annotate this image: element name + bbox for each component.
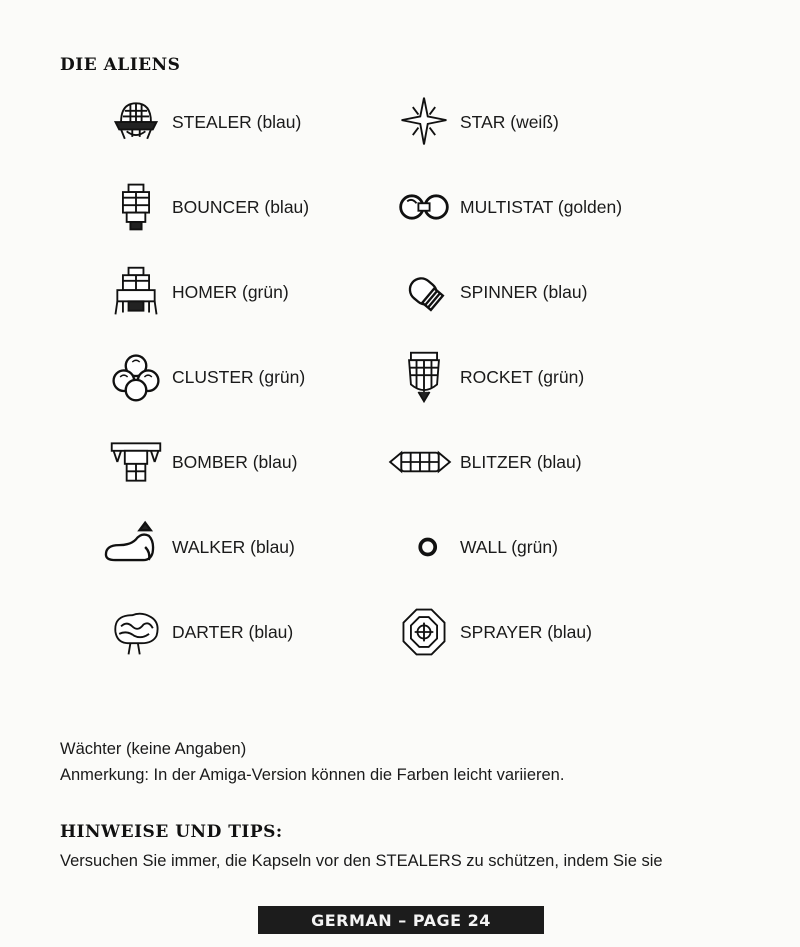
alien-row-sprayer: SPRAYER (blau) bbox=[394, 602, 592, 662]
multistat-icon bbox=[394, 177, 454, 237]
bouncer-icon bbox=[106, 177, 166, 237]
page-title: DIE ALIENS bbox=[60, 55, 181, 75]
alien-row-walker: WALKER (blau) bbox=[100, 517, 295, 577]
alien-row-darter: DARTER (blau) bbox=[106, 602, 293, 662]
stealer-icon bbox=[106, 92, 166, 152]
homer-icon bbox=[106, 262, 166, 322]
cluster-icon bbox=[106, 347, 166, 407]
sprayer-icon bbox=[394, 602, 454, 662]
wall-icon bbox=[394, 517, 454, 577]
darter-icon bbox=[106, 602, 166, 662]
page-footer: GERMAN – PAGE 24 bbox=[258, 906, 544, 934]
alien-row-cluster: CLUSTER (grün) bbox=[106, 347, 305, 407]
walker-icon bbox=[100, 517, 166, 577]
alien-row-star: STAR (weiß) bbox=[394, 92, 559, 152]
note-amiga: Anmerkung: In der Amiga-Version können die Farben leicht variieren. bbox=[60, 766, 565, 784]
alien-row-wall: WALL (grün) bbox=[394, 517, 558, 577]
star-icon bbox=[394, 92, 454, 152]
spinner-icon bbox=[394, 262, 454, 322]
alien-row-homer: HOMER (grün) bbox=[106, 262, 289, 322]
alien-row-blitzer: BLITZER (blau) bbox=[386, 432, 582, 492]
alien-row-bouncer: BOUNCER (blau) bbox=[106, 177, 309, 237]
tips-text: Versuchen Sie immer, die Kapseln vor den STEALERS zu schützen, indem Sie sie bbox=[60, 852, 663, 870]
rocket-icon bbox=[394, 347, 454, 407]
tips-heading: HINWEISE UND TIPS: bbox=[60, 822, 283, 842]
alien-row-stealer: STEALER (blau) bbox=[106, 92, 301, 152]
blitzer-icon bbox=[386, 432, 454, 492]
alien-row-bomber: BOMBER (blau) bbox=[106, 432, 297, 492]
note-guardian: Wächter (keine Angaben) bbox=[60, 740, 247, 758]
bomber-icon bbox=[106, 432, 166, 492]
alien-row-spinner: SPINNER (blau) bbox=[394, 262, 587, 322]
alien-row-rocket: ROCKET (grün) bbox=[394, 347, 584, 407]
alien-row-multistat: MULTISTAT (golden) bbox=[394, 177, 622, 237]
